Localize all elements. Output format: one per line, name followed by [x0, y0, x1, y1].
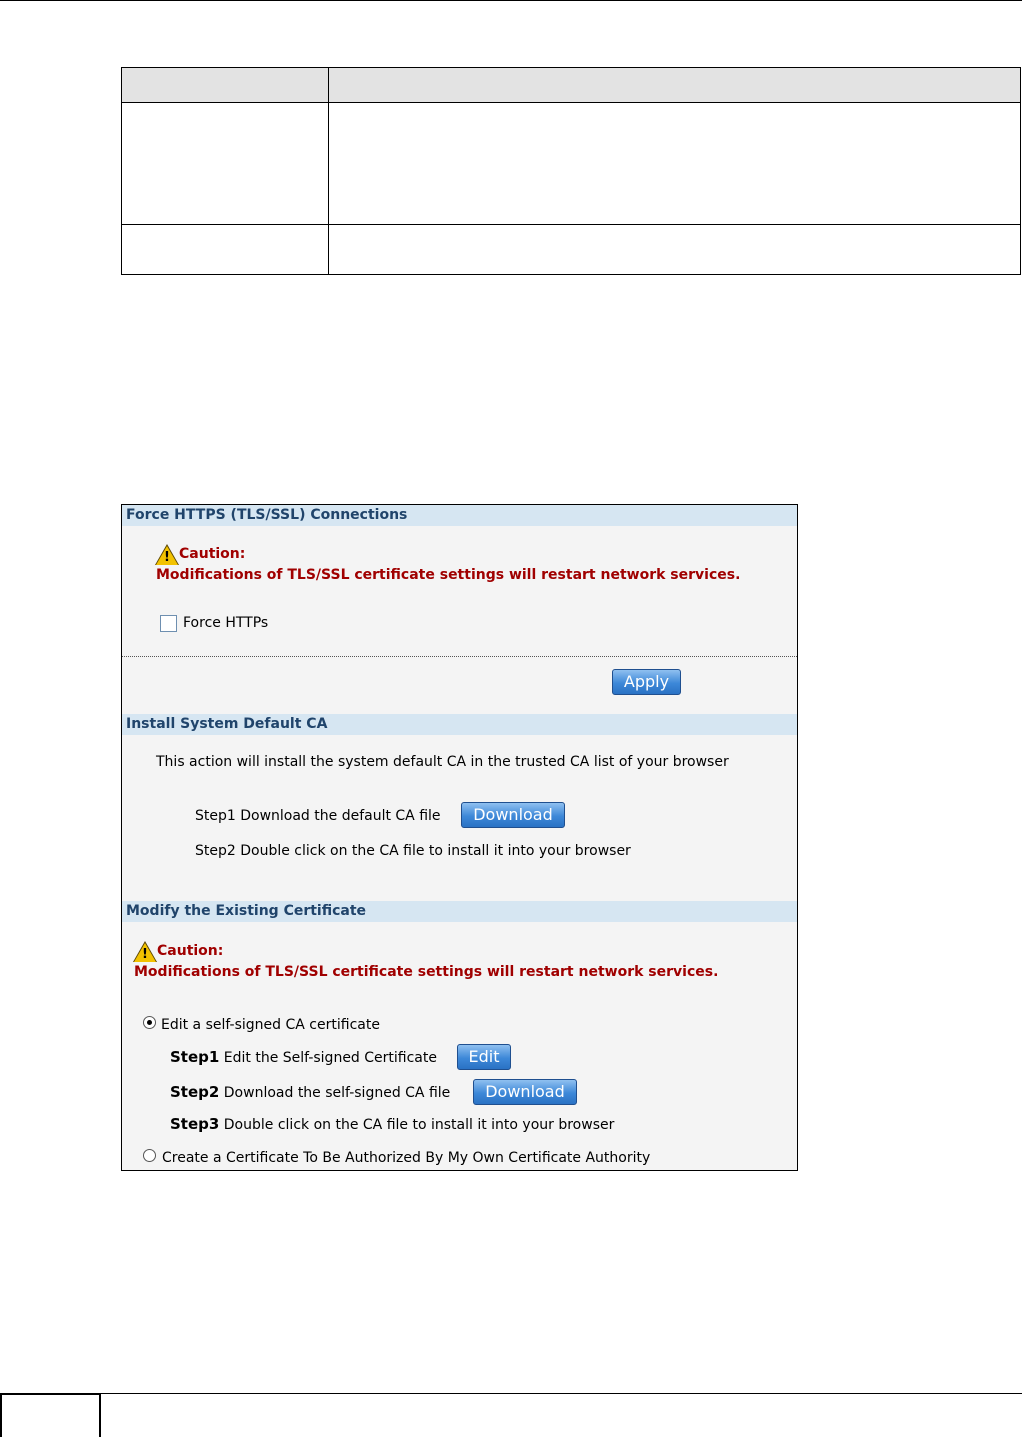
modify-step1: [170, 1048, 437, 1066]
description-table: [121, 67, 1021, 275]
page-number-box: [0, 1393, 101, 1437]
caution-label: Caution:: [179, 546, 246, 562]
force-https-section-title: Force HTTPS (TLS/SSL) Connections: [122, 505, 797, 526]
download-self-signed-button[interactable]: Download: [473, 1079, 577, 1105]
own-ca-radio[interactable]: [143, 1149, 156, 1162]
table-cell: [329, 103, 1021, 225]
force-https-checkbox[interactable]: [160, 615, 177, 632]
step-text: Edit the Self-signed Certificate: [223, 1050, 437, 1066]
caution-label: Caution:: [157, 943, 224, 959]
table-row: [122, 225, 1021, 275]
table-cell: [122, 103, 329, 225]
table-cell: [122, 225, 329, 275]
self-signed-option-label: Edit a self-signed CA certificate: [161, 1017, 380, 1033]
table-cell: [329, 225, 1021, 275]
install-ca-description: This action will install the system default CA in the trusted CA list of your browser: [156, 754, 729, 770]
install-ca-step2: Step2 Double click on the CA file to install it into your browser: [195, 843, 631, 859]
table-header-cell: [122, 68, 329, 103]
apply-button[interactable]: Apply: [612, 669, 681, 695]
download-ca-button[interactable]: Download: [461, 802, 565, 828]
caution-message: Modifications of TLS/SSL certificate settings will restart network services.: [134, 964, 719, 980]
modify-step2: [170, 1083, 450, 1101]
own-ca-option-label: Create a Certificate To Be Authorized By My Own Certificate Authority: [162, 1150, 651, 1166]
step-text: Download the self-signed CA file: [223, 1085, 451, 1101]
install-ca-step1: Step1 Download the default CA file: [195, 808, 441, 824]
table-row: [122, 103, 1021, 225]
page-top-rule: [0, 0, 1022, 1]
install-ca-section-title: Install System Default CA: [122, 714, 797, 735]
footer-rule: [0, 1393, 1022, 1394]
https-settings-panel: Force HTTPS (TLS/SSL) Connections ! Caution: Modifications of TLS/SSL certificate settings will restart network services. Force HTTPs Apply Install System Default CA This action will install the system default CA in the trusted CA list of your browser Step1 Download the default CA file Download Step2 Double click on the CA file to install it into your browser Modify the Existing Certificate ! Caution: Modifications of TLS/SSL certificate settings will restart network services. Edit a self-signed CA certificate Step1 Edit the Self-signed Certificate Edit Step2 Download the self-signed CA file Download Step3 Double click on the CA file to install it into your browser Create a Certificate To Be Authorized By My Own Certificate Authority: [121, 504, 798, 1171]
table-header-cell: [329, 68, 1021, 103]
step-text: Double click on the CA file to install it into your browser: [223, 1117, 615, 1133]
modify-cert-section-title: Modify the Existing Certificate: [122, 901, 797, 922]
force-https-label: Force HTTPs: [183, 615, 269, 631]
caution-message: Modifications of TLS/SSL certificate settings will restart network services.: [156, 567, 741, 583]
self-signed-radio[interactable]: [143, 1016, 156, 1029]
edit-certificate-button[interactable]: Edit: [457, 1044, 511, 1070]
step-number: Step3: [170, 1115, 220, 1133]
modify-step3: [170, 1115, 614, 1133]
section-divider: [122, 656, 797, 657]
step-number: Step1: [170, 1048, 220, 1066]
step-number: Step2: [170, 1083, 220, 1101]
table-header-row: [122, 68, 1021, 103]
